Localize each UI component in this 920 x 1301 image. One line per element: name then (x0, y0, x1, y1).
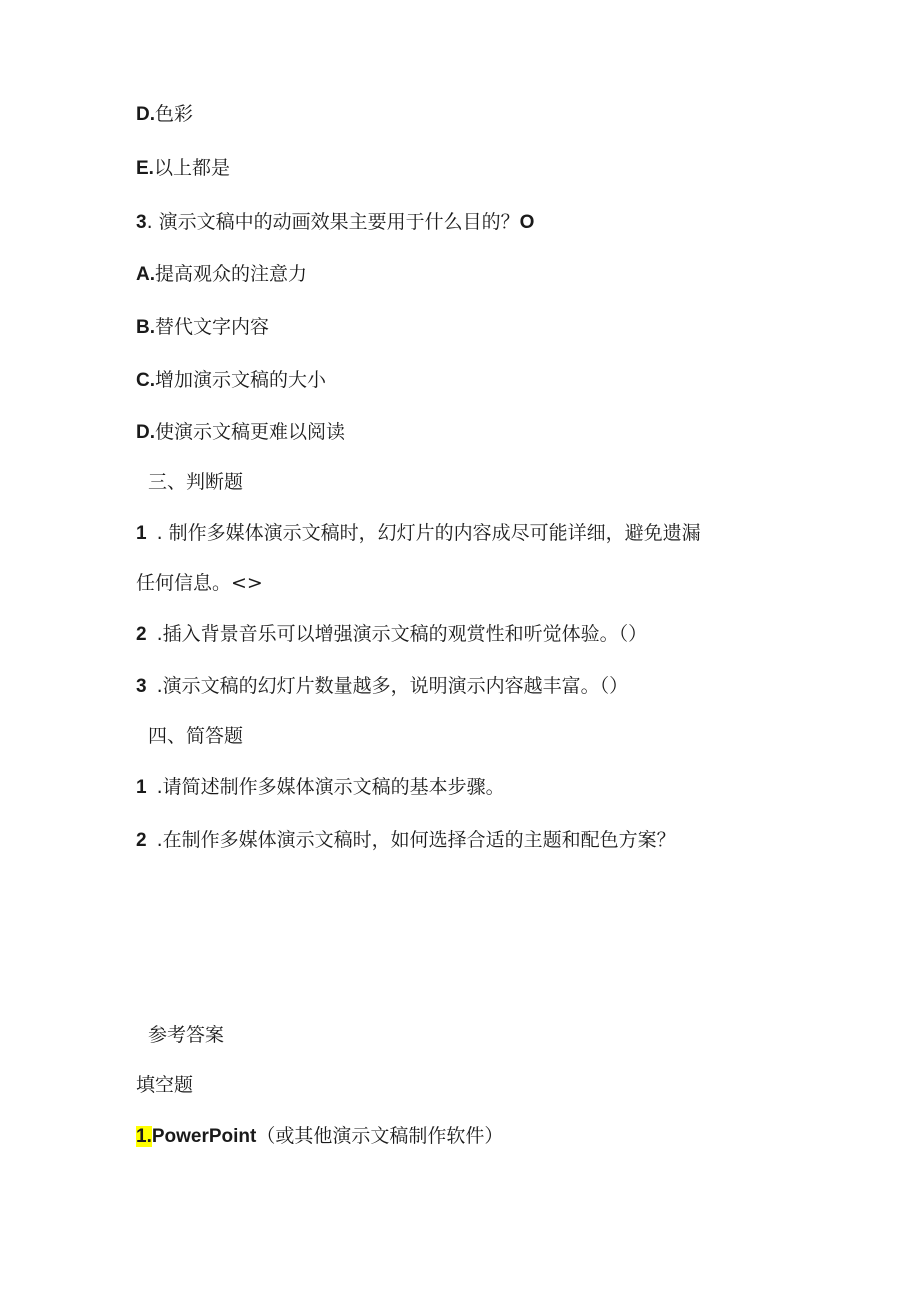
option-b (136, 314, 269, 341)
option-label: D. (136, 104, 155, 125)
question-number: 2 (136, 624, 147, 645)
sa-question-2 (136, 827, 676, 854)
answers-title: 参考答案 (148, 1024, 225, 1046)
question-number: 3 (136, 212, 147, 233)
answer-keyword: PowerPoint (151, 1126, 257, 1147)
answer-number: 1. (136, 1126, 152, 1147)
question-number: 2 (136, 830, 147, 851)
section-heading-short-answer: 四、简答题 (148, 725, 244, 747)
question-text: .插入背景音乐可以增强演示文稿的观赏性和听觉体验。（） (156, 623, 648, 645)
question-number: 1 (136, 523, 147, 544)
answer-1 (136, 1123, 503, 1150)
question-number: 1 (136, 777, 147, 798)
question-text: . 制作多媒体演示文稿时，幻灯片的内容成尽可能详细，避免遗漏 (156, 522, 701, 544)
option-label: C. (136, 370, 155, 391)
question-text: .在制作多媒体演示文稿时，如何选择合适的主题和配色方案？ (156, 829, 676, 851)
tf-question-1-continued: 任何信息。<> (136, 572, 263, 594)
option-d-color (136, 101, 193, 128)
fill-blank-heading: 填空题 (136, 1074, 194, 1096)
option-text: 提高观众的注意力 (155, 263, 308, 285)
question-number: 3 (136, 676, 147, 697)
option-c (136, 367, 326, 394)
option-label: B. (136, 317, 155, 338)
option-d (136, 419, 345, 446)
question-text: . 演示文稿中的动画效果主要用于什么目的？ (146, 211, 520, 233)
answer-text: （或其他演示文稿制作软件） (256, 1125, 504, 1147)
option-text: 替代文字内容 (155, 316, 270, 338)
tf-question-2 (136, 621, 647, 648)
option-text: 增加演示文稿的大小 (155, 369, 327, 391)
option-e-all (136, 155, 230, 182)
question-text: .请简述制作多媒体演示文稿的基本步骤。 (156, 776, 505, 798)
option-text: 色彩 (155, 103, 194, 125)
question-mark: O (519, 212, 535, 233)
option-label: A. (136, 264, 155, 285)
question-text: .演示文稿的幻灯片数量越多，说明演示内容越丰富。（） (156, 675, 629, 697)
tf-question-1 (136, 520, 701, 547)
option-label: E. (136, 158, 154, 179)
question-3 (136, 209, 534, 236)
tf-question-3 (136, 673, 628, 700)
option-label: D. (136, 422, 155, 443)
option-a (136, 261, 307, 288)
sa-question-1 (136, 774, 505, 801)
option-text: 以上都是 (153, 157, 230, 179)
section-heading-true-false: 三、判断题 (148, 471, 244, 493)
option-text: 使演示文稿更难以阅读 (155, 421, 346, 443)
